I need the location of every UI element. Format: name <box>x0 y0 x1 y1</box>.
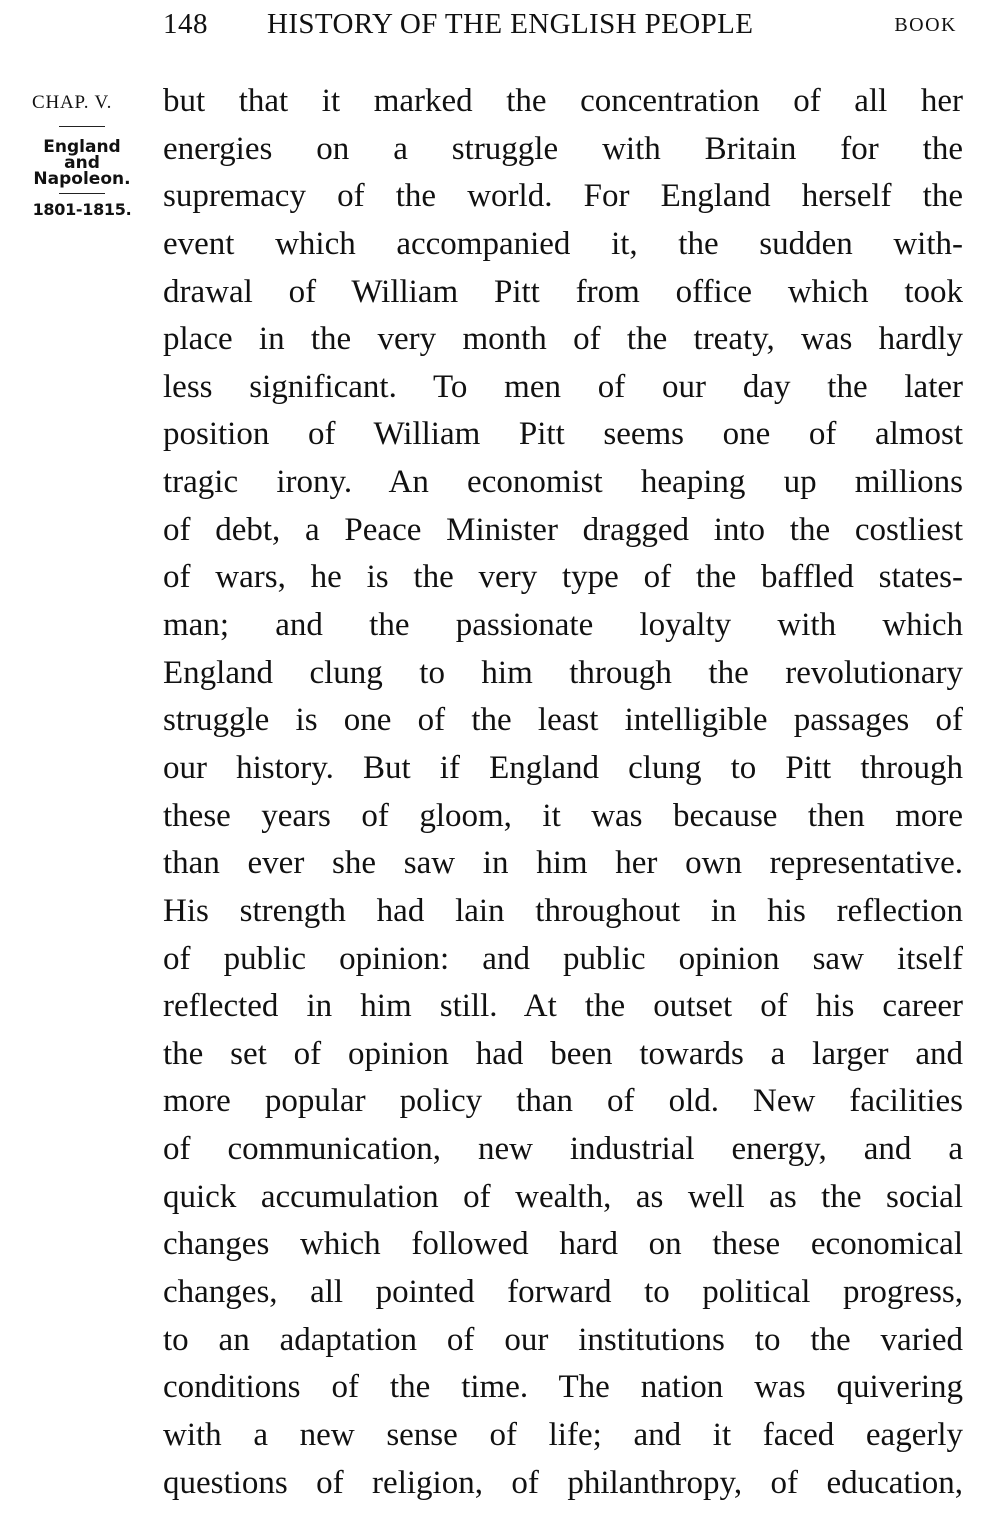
text-line: drawal of William Pitt from office which took <box>163 273 963 310</box>
margin-rule <box>59 126 105 127</box>
text-line: energies on a struggle with Britain for the <box>163 130 963 167</box>
text-line: man; and the passionate loyalty with which <box>163 607 963 644</box>
text-line: struggle is one of the least intelligible passages of <box>163 702 963 739</box>
text-line: changes, all pointed forward to political progress, <box>163 1274 963 1311</box>
running-title: HISTORY OF THE ENGLISH PEOPLE <box>267 8 754 40</box>
text-line: of communication, new industrial energy, and a <box>163 1131 963 1168</box>
text-line: but that it marked the concentration of all her <box>163 83 963 119</box>
margin-topic-line: Napoleon. <box>33 169 131 189</box>
text-line: quick accumulation of wealth, as well as the social <box>163 1178 963 1215</box>
text-line: reflected in him still. At the outset of his career <box>163 988 963 1025</box>
text-line: with a new sense of life; and it faced eagerly <box>163 1416 963 1453</box>
margin-topic-line: England <box>43 137 121 157</box>
text-line: our history. But if England clung to Pitt through <box>163 749 963 786</box>
text-line: the set of opinion had been towards a larger and <box>163 1035 963 1072</box>
margin-rule <box>59 193 105 194</box>
text-line: less significant. To men of our day the later <box>163 368 963 405</box>
text-line: event which accompanied it, the sudden with- <box>163 225 963 262</box>
running-book-label: BOOK <box>894 14 957 36</box>
margin-topic-line: and <box>64 153 100 173</box>
text-line: these years of gloom, it was because then more <box>163 797 963 834</box>
text-line: to an adaptation of our institutions to the varied <box>163 1321 963 1358</box>
text-line: more popular policy than of old. New facilities <box>163 1083 963 1120</box>
text-line: of wars, he is the very type of the baffled states- <box>163 559 963 596</box>
text-line: of public opinion: and public opinion saw itself <box>163 940 963 977</box>
text-line: conditions of the time. The nation was quivering <box>163 1369 963 1406</box>
margin-dates: 1801-1815. <box>32 200 132 219</box>
margin-topic <box>26 139 138 187</box>
running-header <box>163 8 963 48</box>
margin-notes <box>26 80 138 219</box>
text-line: England clung to him through the revolutionary <box>163 654 963 691</box>
text-line: questions of religion, of philanthropy, of education, <box>163 1464 963 1501</box>
chapter-label: CHAP. V. <box>32 92 113 113</box>
text-line: tragic irony. An economist heaping up millions <box>163 464 963 501</box>
body-text <box>163 78 963 1507</box>
text-line: place in the very month of the treaty, was hardly <box>163 321 963 358</box>
text-line: than ever she saw in him her own representative. <box>163 845 963 882</box>
text-line: changes which followed hard on these economical <box>163 1226 963 1263</box>
text-line: supremacy of the world. For England herself the <box>163 178 963 215</box>
page-number: 148 <box>163 8 208 40</box>
text-line: His strength had lain throughout in his reflection <box>163 892 963 929</box>
text-line: of debt, a Peace Minister dragged into the costliest <box>163 511 963 548</box>
text-line: position of William Pitt seems one of almost <box>163 416 963 453</box>
